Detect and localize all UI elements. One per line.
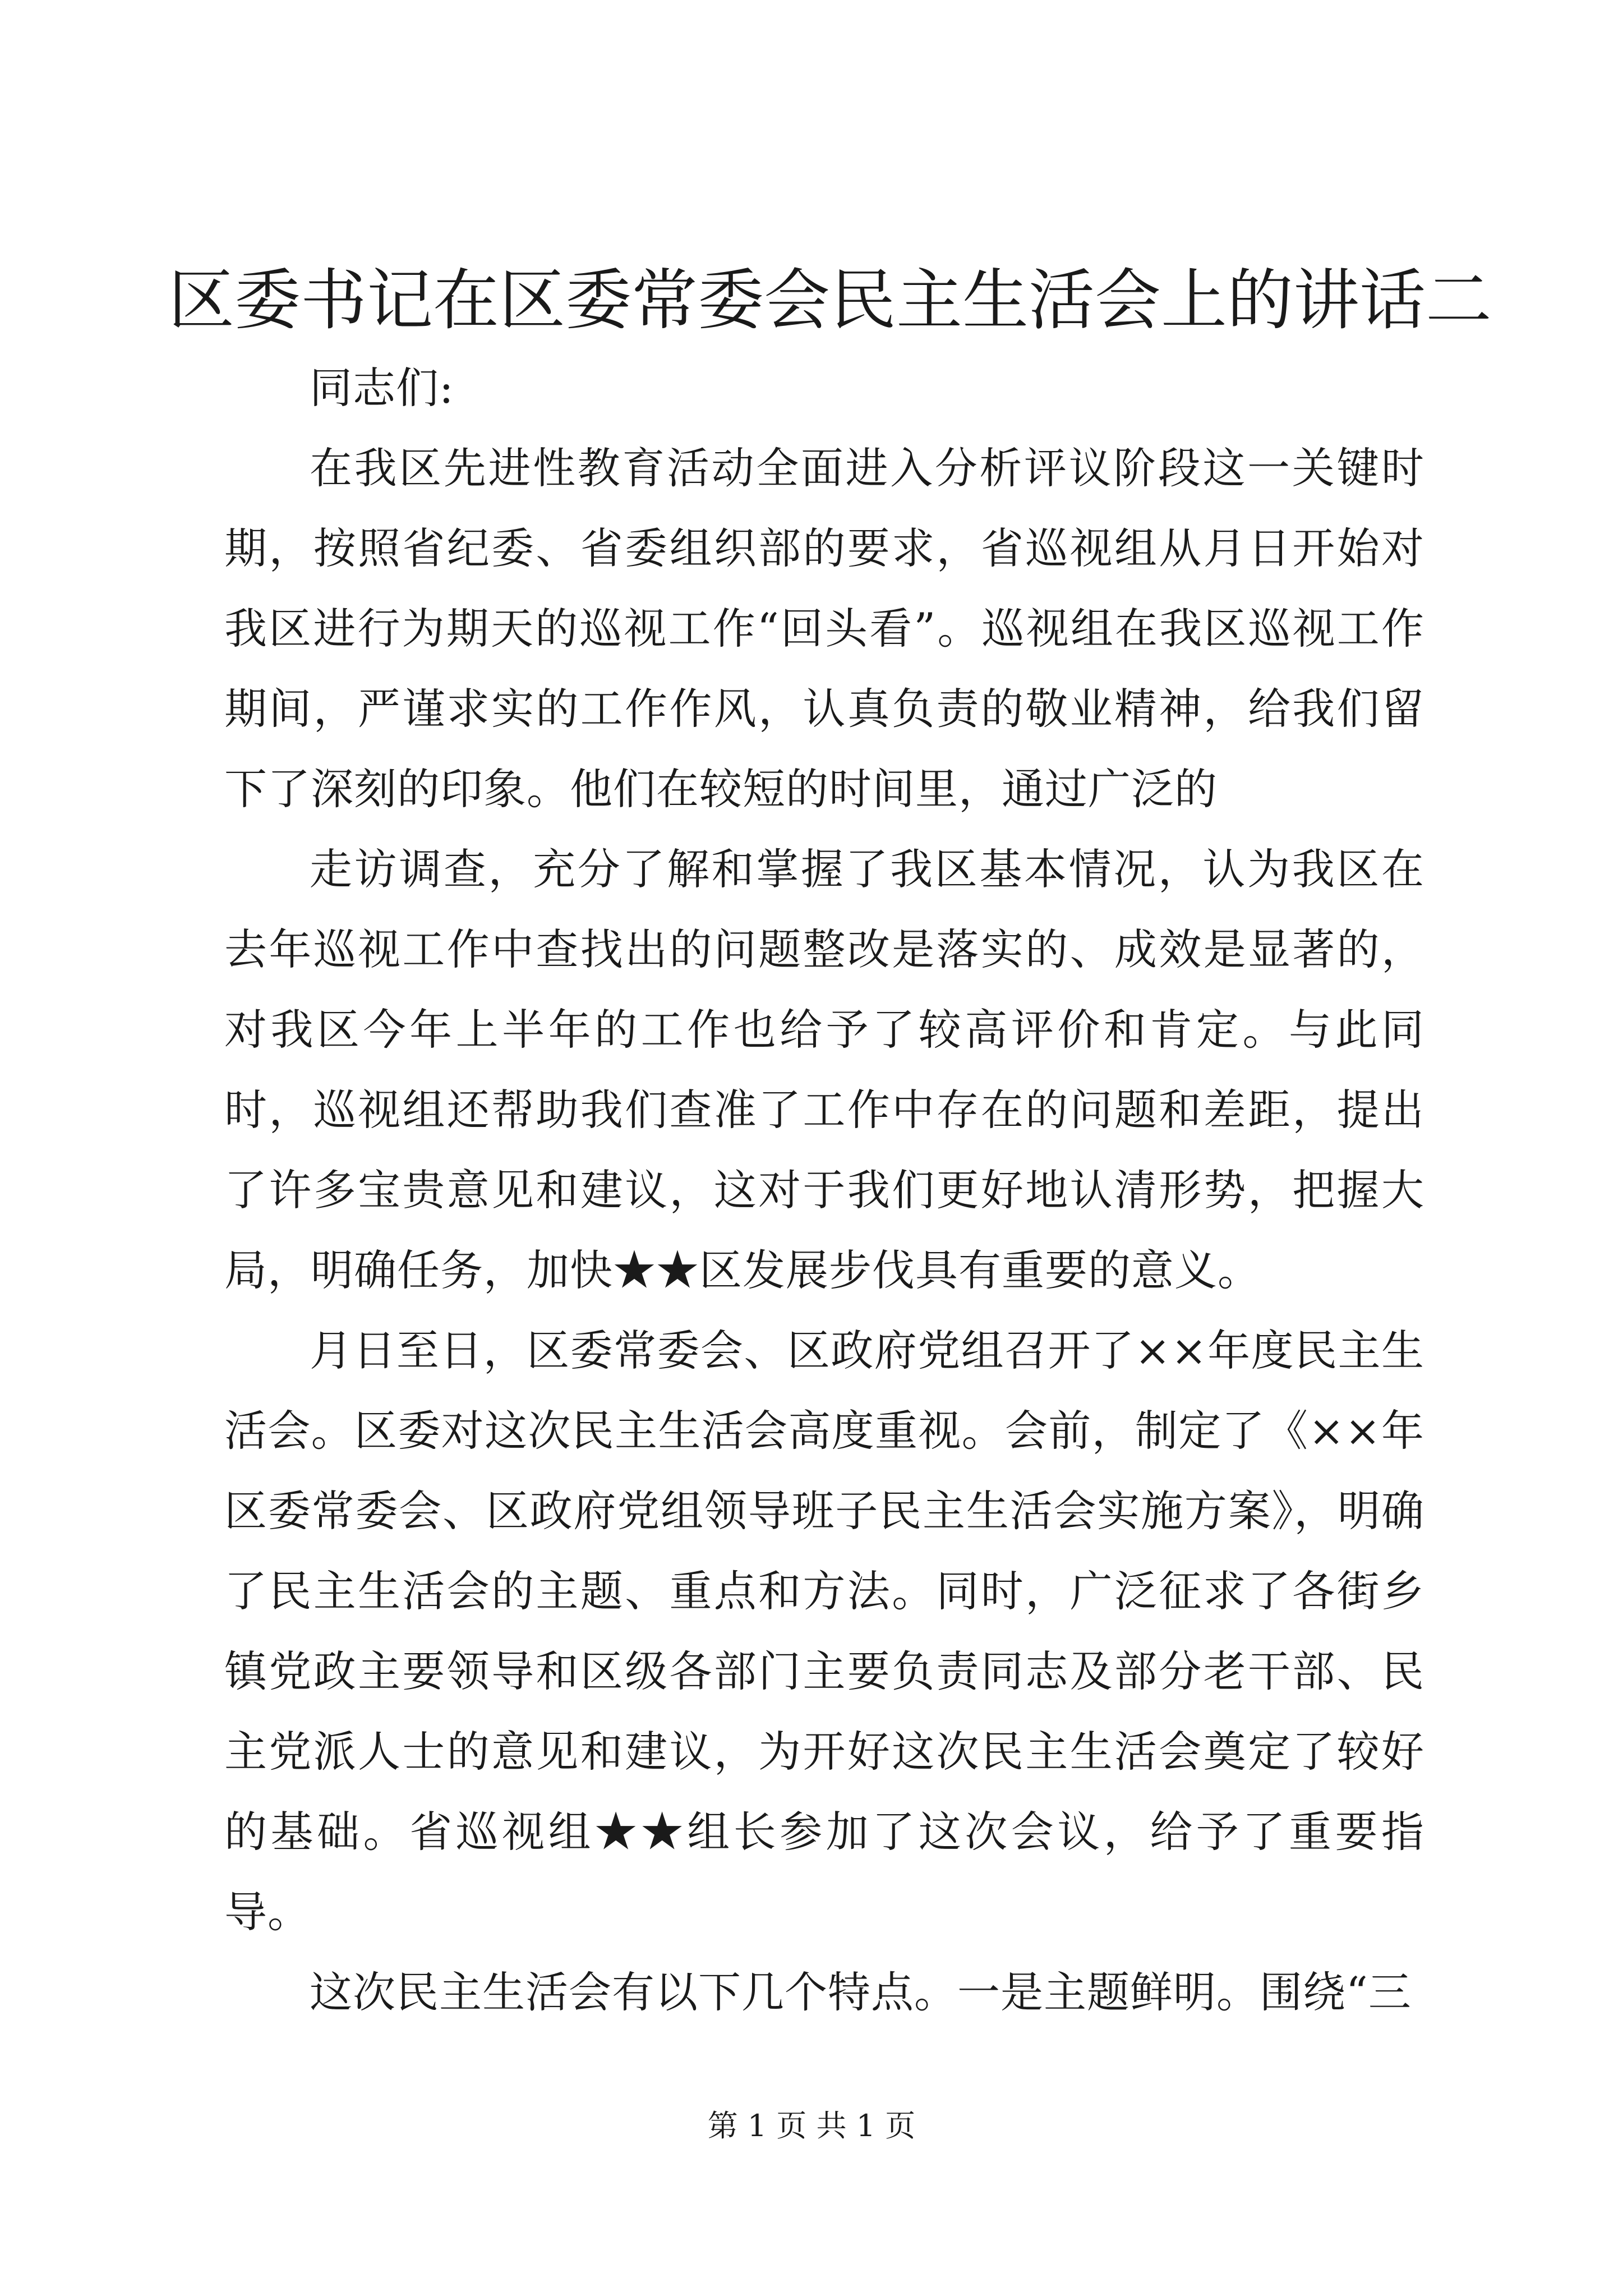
- document-title: 区委书记在区委常委会民主生活会上的讲话二: [168, 261, 1492, 339]
- body-paragraph-2: 走访调查，充分了解和掌握了我区基本情况，认为我区在去年巡视工作中查找出的问题整改是落实的、成效是显著的，对我区今年上半年的工作也给予了较高评价和肯定。与此同时，巡视组还帮助我们查准了工作中存在的问题和差距，提出了许多宝贵意见和建议，这对于我们更好地认清形势，把握大局，明确任务，加快★★区发展步伐具有重要的意义。: [224, 844, 1424, 1295]
- salutation-paragraph: 同志们:: [310, 363, 454, 413]
- body-paragraph-3: 月日至日，区委常委会、区政府党组召开了××年度民主生活会。区委对这次民主生活会高度重视。会前，制定了《××年区委常委会、区政府党组领导班子民主生活会实施方案》，明确了民主生活会的主题、重点和方法。同时，广泛征求了各街乡镇党政主要领导和区级各部门主要负责同志及部分老干部、民主党派人士的意见和建议，为开好这次民主生活会奠定了较好的基础。省巡视组★★组长参加了这次会议，给予了重要指导。: [224, 1326, 1424, 1937]
- body-paragraph-4: 这次民主生活会有以下几个特点。一是主题鲜明。围绕“三: [310, 1967, 1412, 2017]
- page-number-footer: 第 1 页 共 1 页: [707, 2108, 916, 2143]
- document-body: [224, 348, 1424, 2032]
- body-paragraph-1: 在我区先进性教育活动全面进入分析评议阶段这一关键时期，按照省纪委、省委组织部的要求，省巡视组从月日开始对我区进行为期天的巡视工作“回头看”。巡视组在我区巡视工作期间，严谨求实的工作作风，认真负责的敬业精神，给我们留下了深刻的印象。他们在较短的时间里，通过广泛的: [224, 443, 1424, 814]
